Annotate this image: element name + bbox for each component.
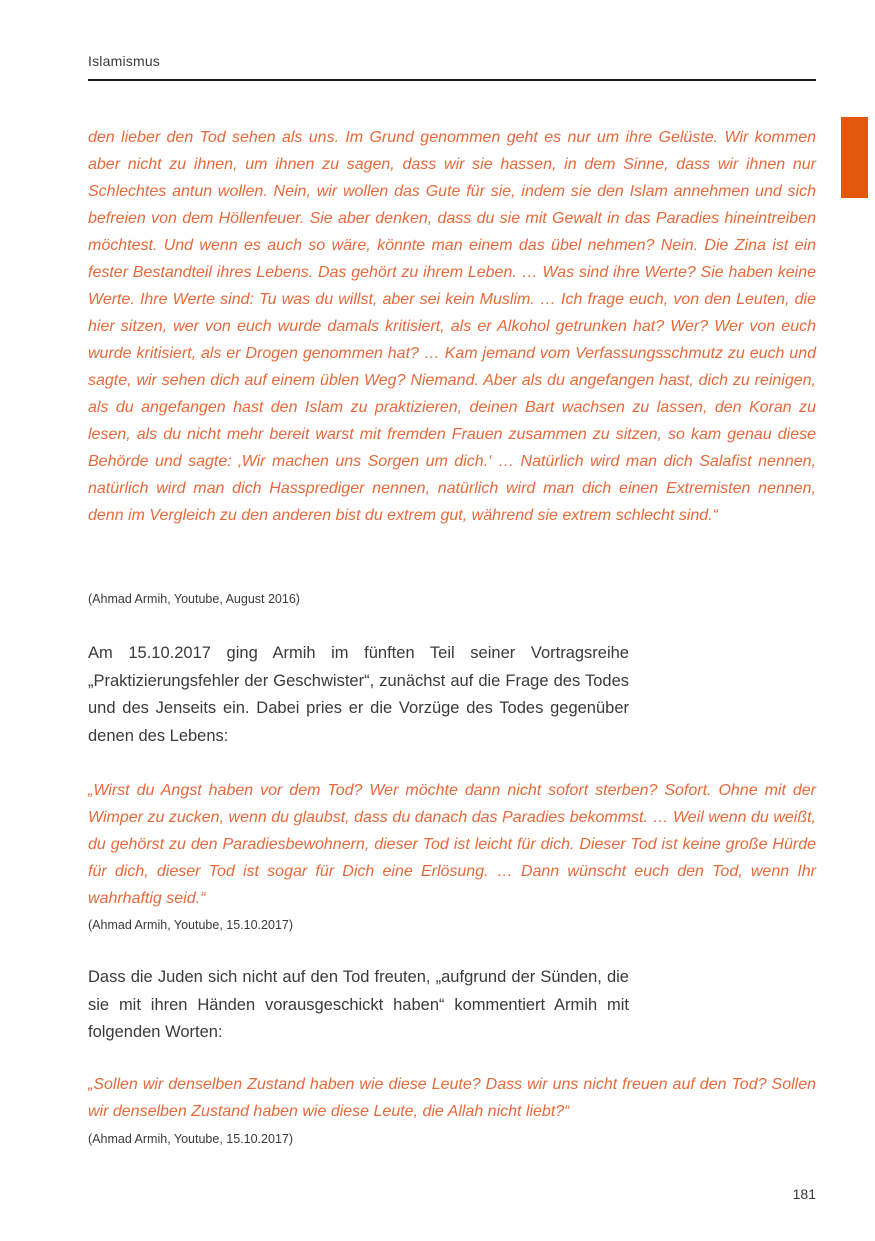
quote-block-1: den lieber den Tod sehen als uns. Im Grund genommen geht es nur um ihre Gelüste. Wir kommen aber nicht zu ihnen, um ihnen zu sagen, dass wir sie hassen, in dem Sinne, dass wir ihnen nur Schlechtes antun wollen. Nein, wir wollen das Gute für sie, indem sie den Islam annehmen und sich befreien von dem Höllenfeuer. Sie aber denken, dass du sie mit Gewalt in das Paradies hineintreiben möchtest. Und wenn es auch so wäre, könnte man einem das übel nehmen? Nein. Die Zina ist ein fester Bestandteil ihres Lebens. Das gehört zu ihrem Leben. … Was sind ihre Werte? Sie haben keine Werte. Ihre Werte sind: Tu was du willst, aber sei kein Muslim. … Ich frage euch, von den Leuten, die hier sitzen, wer von euch wurde damals kritisiert, als er Alkohol getrunken hat? Wer? Wer von euch wurde kritisiert, als er Drogen genommen hat? … Kam jemand vom Verfassungsschmutz zu euch und sagte, wir sehen dich auf einem üblen Weg? Niemand. Aber als du angefangen hast, dich zu reinigen, als du angefangen hast den Islam zu praktizieren, deinen Bart wachsen zu lassen, den Koran zu lesen, als du nicht mehr bereit warst mit fremden Frauen zusammen zu sitzen, so kam genau diese Behörde und sagte: ‚Wir machen uns Sorgen um dich.‘ … Natürlich wird man dich Salafist nennen, natürlich wird man dich Hassprediger nennen, natürlich wird man dich einen Extremisten nennen, denn im Vergleich zu den anderen bist du extrem gut, während sie extrem schlecht sind.“ <box>88 129 816 524</box>
quote-block-2: „Wirst du Angst haben vor dem Tod? Wer möchte dann nicht sofort sterben? Sofort. Ohne mit der Wimper zu zucken, wenn du glaubst, dass du danach das Paradies bekommst. … Weil wenn du weißt, du gehörst zu den Paradiesbewohnern, dieser Tod ist leicht für dich. Dieser Tod ist keine große Hürde für dich, dieser Tod ist sogar für Dich eine Erlösung. … Dann wünscht euch den Tod, wenn Ihr wahrhaftig seid.“ <box>88 782 816 907</box>
body-paragraph-1: Am 15.10.2017 ging Armih im fünften Teil seiner Vortragsreihe „Praktizierungsfehler der Geschwister“, zunächst auf die Frage des Todes und des Jenseits ein. Dabei pries er die Vorzüge des Todes gegenüber denen des Lebens: <box>88 644 629 745</box>
quote-block-3: „Sollen wir denselben Zustand haben wie diese Leute? Dass wir uns nicht freuen auf den Tod? Sollen wir denselben Zustand haben wie diese Leute, die Allah nicht liebt?“ <box>88 1076 816 1120</box>
header-rule <box>88 79 816 81</box>
quote-attribution-1: (Ahmad Armih, Youtube, August 2016) <box>88 592 300 606</box>
body-paragraph-2: Dass die Juden sich nicht auf den Tod freuten, „aufgrund der Sünden, die sie mit ihren Händen vorausgeschickt haben“ kommentiert Armih mit folgenden Worten: <box>88 968 629 1041</box>
quote-attribution-2: (Ahmad Armih, Youtube, 15.10.2017) <box>88 918 294 932</box>
page-number: 181 <box>792 1186 816 1202</box>
chapter-edge-tab <box>841 117 868 198</box>
running-head: Islamismus <box>88 53 161 69</box>
quote-attribution-3: (Ahmad Armih, Youtube, 15.10.2017) <box>88 1132 294 1146</box>
